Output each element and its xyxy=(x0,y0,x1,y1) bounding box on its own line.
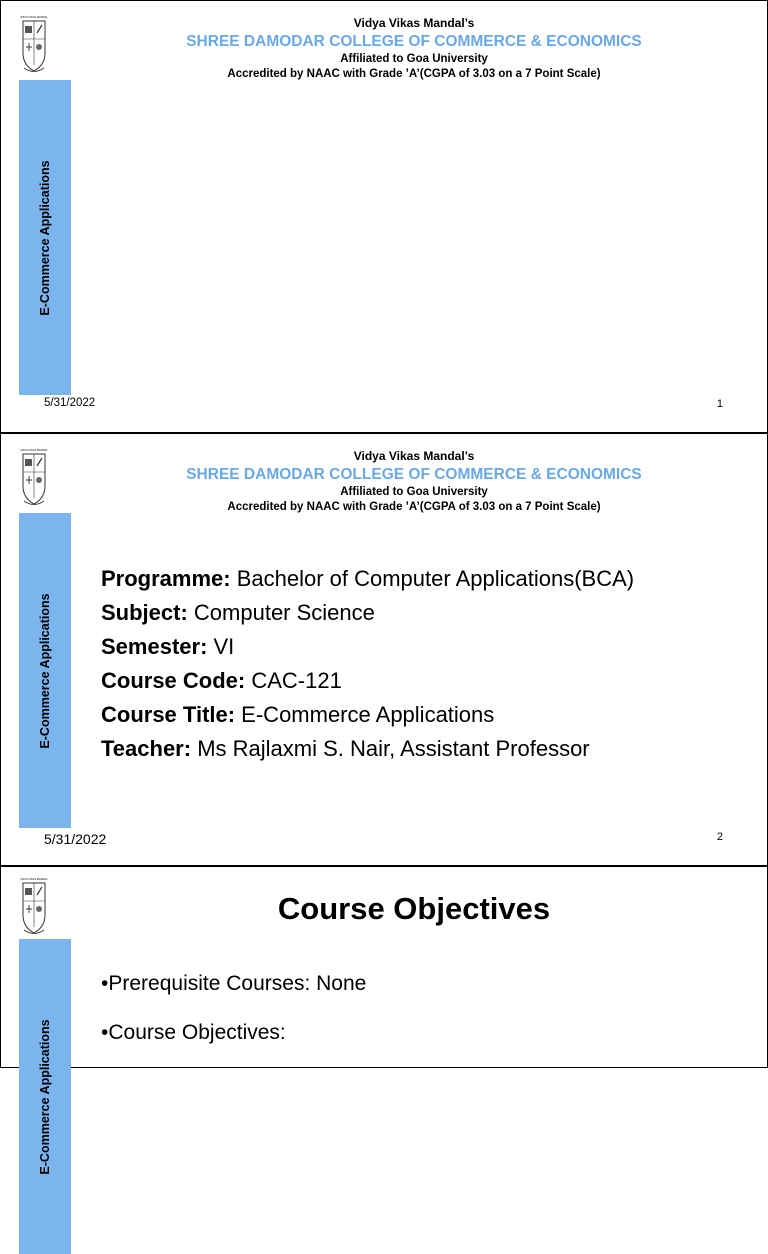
course-details xyxy=(101,562,634,766)
slide-2 xyxy=(0,433,768,866)
course-code-label: Course Code: xyxy=(101,668,246,693)
header-org: Vidya Vikas Mandal’s xyxy=(353,16,475,30)
header-accreditation: Accredited by NAAC with Grade ’A’(CGPA of 3.03 on a 7 Point Scale) xyxy=(227,501,601,513)
sidebar-label: E-Commerce Applications xyxy=(38,592,52,749)
programme-label: Programme: xyxy=(101,566,231,591)
college-logo-icon xyxy=(21,875,47,937)
subject-value: Computer Science xyxy=(187,600,375,625)
college-logo-icon xyxy=(21,446,47,508)
course-code-value: CAC-121 xyxy=(245,668,342,693)
bullet-list xyxy=(101,959,366,1057)
semester-row xyxy=(101,630,634,664)
programme-row xyxy=(101,562,634,596)
teacher-value: Ms Rajlaxmi S. Nair, Assistant Professor xyxy=(191,736,590,761)
sidebar-band xyxy=(19,513,71,828)
header-college-name: SHREE DAMODAR COLLEGE OF COMMERCE & ECONOMICS xyxy=(186,466,642,483)
slide-title: Course Objectives xyxy=(277,891,551,926)
slide-date: 5/31/2022 xyxy=(44,397,96,409)
course-title-row xyxy=(101,698,634,732)
course-title-value: E-Commerce Applications xyxy=(235,702,495,727)
slide-number: 2 xyxy=(716,831,723,843)
header-accreditation: Accredited by NAAC with Grade ’A’(CGPA of 3.03 on a 7 Point Scale) xyxy=(227,68,601,80)
sidebar-band xyxy=(19,80,71,395)
slide-date: 5/31/2022 xyxy=(44,831,107,847)
slide-3 xyxy=(0,866,768,1175)
teacher-row xyxy=(101,732,634,766)
header-org: Vidya Vikas Mandal’s xyxy=(353,449,475,463)
subject-row xyxy=(101,596,634,630)
course-title-label: Course Title: xyxy=(101,702,236,727)
college-logo-icon xyxy=(21,13,47,75)
svg-text:VIDYA VIKAS MANDAL: VIDYA VIKAS MANDAL xyxy=(20,449,48,452)
semester-value: VI xyxy=(207,634,235,659)
list-item: •Course Objectives: xyxy=(101,1021,286,1044)
sidebar-band xyxy=(19,939,71,1254)
list-item: •Prerequisite Courses: None xyxy=(101,972,367,995)
programme-value: Bachelor of Computer Applications(BCA) xyxy=(230,566,635,591)
subject-label: Subject: xyxy=(101,600,188,625)
svg-text:VIDYA VIKAS MANDAL: VIDYA VIKAS MANDAL xyxy=(20,878,48,881)
semester-label: Semester: xyxy=(101,634,208,659)
slide-1 xyxy=(0,0,768,433)
header-affiliation: Affiliated to Goa University xyxy=(340,486,488,498)
teacher-label: Teacher: xyxy=(101,736,192,761)
header-college-name: SHREE DAMODAR COLLEGE OF COMMERCE & ECONOMICS xyxy=(186,33,642,50)
sidebar-label: E-Commerce Applications xyxy=(38,159,52,316)
course-code-row xyxy=(101,664,634,698)
svg-text:VIDYA VIKAS MANDAL: VIDYA VIKAS MANDAL xyxy=(20,16,48,19)
sidebar-label: E-Commerce Applications xyxy=(38,1018,52,1175)
header-affiliation: Affiliated to Goa University xyxy=(340,53,488,65)
slide-number: 1 xyxy=(716,398,723,410)
